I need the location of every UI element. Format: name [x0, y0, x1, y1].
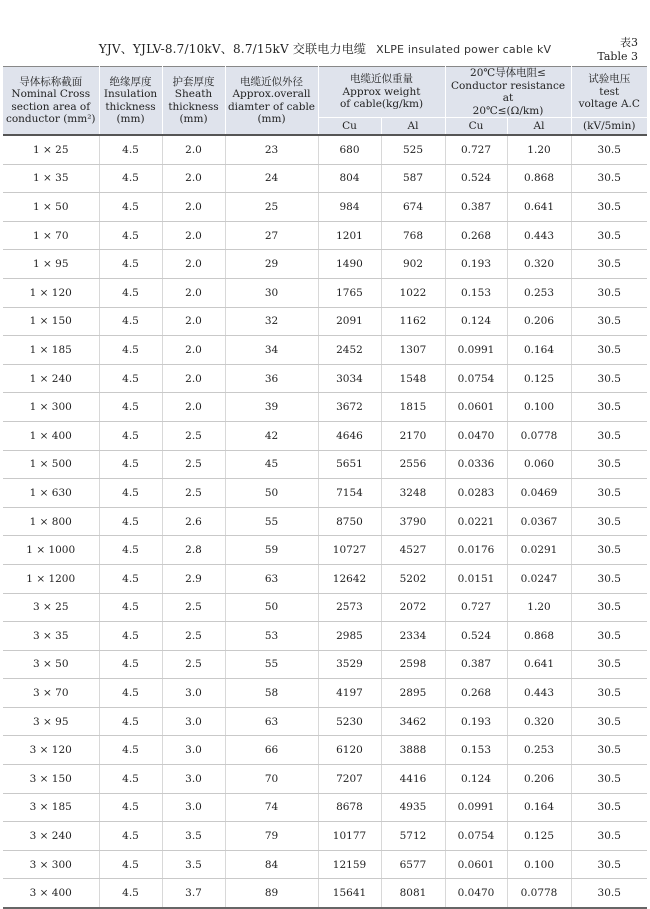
cell-resistance-al: 0.320: [507, 707, 571, 736]
table-row: [3, 793, 647, 822]
cell-diameter: 84: [225, 850, 318, 879]
cell-resistance-cu: 0.0221: [445, 507, 507, 536]
cell-resistance-al: 0.641: [507, 193, 571, 222]
cell-resistance-cu: 0.0601: [445, 850, 507, 879]
cell-insulation: 4.5: [99, 850, 162, 879]
cell-sheath: 3.0: [162, 707, 225, 736]
table-row: [3, 650, 647, 679]
cell-weight-cu: 7207: [318, 765, 381, 794]
cell-insulation: 4.5: [99, 135, 162, 164]
cell-weight-cu: 5230: [318, 707, 381, 736]
cell-weight-al: 587: [381, 164, 445, 193]
cell-size: 1 × 35: [3, 164, 99, 193]
cell-weight-cu: 10727: [318, 536, 381, 565]
cell-resistance-al: 0.206: [507, 765, 571, 794]
cell-weight-al: 2072: [381, 593, 445, 622]
table-row: [3, 622, 647, 651]
cell-weight-al: 6577: [381, 850, 445, 879]
header-voltage: 试验电压 test voltage A.C: [571, 67, 647, 118]
title-zh: YJV、YJLV-8.7/10kV、8.7/15kV 交联电力电缆: [98, 42, 367, 56]
cell-insulation: 4.5: [99, 822, 162, 851]
cell-sheath: 2.5: [162, 622, 225, 651]
cell-insulation: 4.5: [99, 307, 162, 336]
cell-insulation: 4.5: [99, 707, 162, 736]
cell-test-voltage: 30.5: [571, 193, 647, 222]
cell-diameter: 79: [225, 822, 318, 851]
cell-weight-cu: 2091: [318, 307, 381, 336]
cell-size: 3 × 300: [3, 850, 99, 879]
cell-resistance-al: 0.164: [507, 793, 571, 822]
cell-resistance-cu: 0.0991: [445, 793, 507, 822]
cell-size: 1 × 630: [3, 479, 99, 508]
cell-resistance-al: 0.253: [507, 278, 571, 307]
cell-insulation: 4.5: [99, 250, 162, 279]
cell-weight-al: 525: [381, 135, 445, 164]
cell-size: 3 × 35: [3, 622, 99, 651]
cell-diameter: 59: [225, 536, 318, 565]
cell-resistance-cu: 0.193: [445, 250, 507, 279]
cell-test-voltage: 30.5: [571, 593, 647, 622]
table-row: [3, 707, 647, 736]
cell-size: 1 × 25: [3, 135, 99, 164]
cell-resistance-cu: 0.268: [445, 221, 507, 250]
cell-weight-cu: 1490: [318, 250, 381, 279]
cell-size: 1 × 400: [3, 421, 99, 450]
table-row: [3, 507, 647, 536]
table-row: [3, 564, 647, 593]
cell-resistance-al: 0.320: [507, 250, 571, 279]
cell-insulation: 4.5: [99, 278, 162, 307]
cell-weight-cu: 680: [318, 135, 381, 164]
cell-weight-cu: 10177: [318, 822, 381, 851]
cell-sheath: 3.0: [162, 679, 225, 708]
table-row: [3, 336, 647, 365]
cell-resistance-al: 0.868: [507, 622, 571, 651]
cell-diameter: 27: [225, 221, 318, 250]
header-diameter: 电缆近似外径 Approx.overall diamter of cable (mm): [225, 67, 318, 136]
cell-test-voltage: 30.5: [571, 450, 647, 479]
header-resistance-al: Al: [507, 118, 571, 136]
cell-insulation: 4.5: [99, 564, 162, 593]
header-size: 导体标称截面 Nominal Cross section area of conductor (mm²): [3, 67, 99, 136]
cell-test-voltage: 30.5: [571, 622, 647, 651]
cell-weight-al: 1548: [381, 364, 445, 393]
header-weight: 电缆近似重量 Approx weight of cable(kg/km): [318, 67, 445, 118]
cell-insulation: 4.5: [99, 221, 162, 250]
header-insulation: 绝缘厚度 Insulation thickness (mm): [99, 67, 162, 136]
table-body: [3, 135, 647, 908]
cell-weight-cu: 2985: [318, 622, 381, 651]
cell-weight-al: 902: [381, 250, 445, 279]
cell-diameter: 55: [225, 507, 318, 536]
cell-weight-cu: 2573: [318, 593, 381, 622]
title-en: XLPE insulated power cable kV: [376, 43, 552, 56]
cell-diameter: 63: [225, 707, 318, 736]
cell-resistance-cu: 0.153: [445, 278, 507, 307]
cell-test-voltage: 30.5: [571, 536, 647, 565]
cell-sheath: 2.0: [162, 393, 225, 422]
cell-weight-al: 2334: [381, 622, 445, 651]
cell-insulation: 4.5: [99, 479, 162, 508]
table-row: [3, 879, 647, 908]
cell-sheath: 2.0: [162, 336, 225, 365]
cell-resistance-al: 1.20: [507, 593, 571, 622]
cell-sheath: 2.0: [162, 278, 225, 307]
table-row: [3, 193, 647, 222]
cell-diameter: 70: [225, 765, 318, 794]
cell-weight-al: 1162: [381, 307, 445, 336]
cell-test-voltage: 30.5: [571, 164, 647, 193]
cell-resistance-al: 0.100: [507, 393, 571, 422]
cell-weight-cu: 7154: [318, 479, 381, 508]
cell-resistance-cu: 0.124: [445, 765, 507, 794]
cell-test-voltage: 30.5: [571, 879, 647, 908]
table-label-zh: 表3: [620, 36, 638, 49]
cell-diameter: 24: [225, 164, 318, 193]
cell-resistance-cu: 0.0336: [445, 450, 507, 479]
cell-size: 3 × 185: [3, 793, 99, 822]
cell-test-voltage: 30.5: [571, 479, 647, 508]
cell-size: 1 × 150: [3, 307, 99, 336]
cell-sheath: 2.0: [162, 221, 225, 250]
cell-test-voltage: 30.5: [571, 793, 647, 822]
cell-weight-al: 3462: [381, 707, 445, 736]
cell-insulation: 4.5: [99, 193, 162, 222]
cell-resistance-cu: 0.524: [445, 622, 507, 651]
table-row: [3, 250, 647, 279]
cell-resistance-cu: 0.0470: [445, 421, 507, 450]
cell-sheath: 2.0: [162, 250, 225, 279]
cell-resistance-al: 0.0291: [507, 536, 571, 565]
cell-size: 1 × 240: [3, 364, 99, 393]
cell-resistance-al: 0.125: [507, 364, 571, 393]
cell-size: 1 × 300: [3, 393, 99, 422]
cell-sheath: 2.0: [162, 364, 225, 393]
cell-size: 1 × 95: [3, 250, 99, 279]
cell-resistance-cu: 0.387: [445, 650, 507, 679]
cell-resistance-al: 0.100: [507, 850, 571, 879]
cell-sheath: 2.5: [162, 421, 225, 450]
table-row: [3, 307, 647, 336]
cell-weight-al: 8081: [381, 879, 445, 908]
cell-insulation: 4.5: [99, 507, 162, 536]
cell-diameter: 25: [225, 193, 318, 222]
cell-diameter: 45: [225, 450, 318, 479]
table-row: [3, 479, 647, 508]
cell-size: 3 × 25: [3, 593, 99, 622]
cell-weight-cu: 6120: [318, 736, 381, 765]
cell-weight-al: 5712: [381, 822, 445, 851]
cell-weight-al: 674: [381, 193, 445, 222]
cell-resistance-al: 0.443: [507, 679, 571, 708]
cell-weight-cu: 4646: [318, 421, 381, 450]
cell-weight-al: 2556: [381, 450, 445, 479]
cell-diameter: 34: [225, 336, 318, 365]
table-row: [3, 850, 647, 879]
cell-sheath: 2.0: [162, 193, 225, 222]
cell-resistance-al: 0.206: [507, 307, 571, 336]
cell-sheath: 2.8: [162, 536, 225, 565]
cell-weight-al: 1022: [381, 278, 445, 307]
cell-weight-cu: 1201: [318, 221, 381, 250]
table-row: [3, 822, 647, 851]
cell-diameter: 30: [225, 278, 318, 307]
cell-insulation: 4.5: [99, 336, 162, 365]
cell-diameter: 55: [225, 650, 318, 679]
cell-test-voltage: 30.5: [571, 336, 647, 365]
cell-resistance-al: 0.0247: [507, 564, 571, 593]
cell-sheath: 3.0: [162, 793, 225, 822]
cell-test-voltage: 30.5: [571, 822, 647, 851]
cell-resistance-al: 0.0367: [507, 507, 571, 536]
cell-sheath: 2.9: [162, 564, 225, 593]
cell-size: 1 × 185: [3, 336, 99, 365]
cell-insulation: 4.5: [99, 650, 162, 679]
cell-resistance-cu: 0.124: [445, 307, 507, 336]
cell-resistance-cu: 0.268: [445, 679, 507, 708]
cell-weight-cu: 1765: [318, 278, 381, 307]
cell-resistance-cu: 0.0991: [445, 336, 507, 365]
cell-weight-al: 2170: [381, 421, 445, 450]
table-row: [3, 536, 647, 565]
table-header: [3, 67, 647, 136]
cell-size: 3 × 150: [3, 765, 99, 794]
cell-test-voltage: 30.5: [571, 421, 647, 450]
cell-insulation: 4.5: [99, 421, 162, 450]
cell-diameter: 42: [225, 421, 318, 450]
cell-weight-al: 4416: [381, 765, 445, 794]
cell-resistance-cu: 0.0283: [445, 479, 507, 508]
cell-size: 3 × 120: [3, 736, 99, 765]
cell-weight-al: 3248: [381, 479, 445, 508]
cell-size: 3 × 400: [3, 879, 99, 908]
cell-diameter: 74: [225, 793, 318, 822]
cell-test-voltage: 30.5: [571, 507, 647, 536]
cell-insulation: 4.5: [99, 536, 162, 565]
cell-sheath: 2.0: [162, 164, 225, 193]
cell-test-voltage: 30.5: [571, 250, 647, 279]
cell-resistance-al: 0.060: [507, 450, 571, 479]
cell-weight-al: 5202: [381, 564, 445, 593]
cell-size: 3 × 95: [3, 707, 99, 736]
cell-diameter: 29: [225, 250, 318, 279]
cell-test-voltage: 30.5: [571, 364, 647, 393]
cell-test-voltage: 30.5: [571, 278, 647, 307]
cell-size: 1 × 120: [3, 278, 99, 307]
cell-test-voltage: 30.5: [571, 135, 647, 164]
cell-test-voltage: 30.5: [571, 707, 647, 736]
cell-test-voltage: 30.5: [571, 564, 647, 593]
cell-diameter: 23: [225, 135, 318, 164]
cell-resistance-cu: 0.524: [445, 164, 507, 193]
cell-test-voltage: 30.5: [571, 765, 647, 794]
page-title: [0, 40, 650, 57]
cell-sheath: 2.5: [162, 650, 225, 679]
table-row: [3, 164, 647, 193]
cell-diameter: 58: [225, 679, 318, 708]
cell-insulation: 4.5: [99, 593, 162, 622]
cell-diameter: 66: [225, 736, 318, 765]
cell-weight-al: 768: [381, 221, 445, 250]
cell-resistance-al: 0.164: [507, 336, 571, 365]
cell-weight-cu: 3672: [318, 393, 381, 422]
cell-resistance-al: 0.0469: [507, 479, 571, 508]
cell-size: 1 × 70: [3, 221, 99, 250]
table-label-en: Table 3: [597, 50, 638, 63]
table-row: [3, 679, 647, 708]
cell-weight-cu: 4197: [318, 679, 381, 708]
cell-resistance-al: 0.868: [507, 164, 571, 193]
cell-resistance-cu: 0.153: [445, 736, 507, 765]
table-row: [3, 593, 647, 622]
cell-resistance-al: 0.0778: [507, 421, 571, 450]
header-weight-al: Al: [381, 118, 445, 136]
cell-insulation: 4.5: [99, 879, 162, 908]
cell-insulation: 4.5: [99, 622, 162, 651]
cell-sheath: 3.7: [162, 879, 225, 908]
cell-insulation: 4.5: [99, 364, 162, 393]
cable-spec-table: [3, 66, 647, 909]
cell-resistance-cu: 0.193: [445, 707, 507, 736]
cell-weight-cu: 5651: [318, 450, 381, 479]
cell-sheath: 2.0: [162, 135, 225, 164]
cell-size: 1 × 800: [3, 507, 99, 536]
header-resistance-cu: Cu: [445, 118, 507, 136]
cell-size: 1 × 500: [3, 450, 99, 479]
cell-size: 1 × 50: [3, 193, 99, 222]
cell-insulation: 4.5: [99, 679, 162, 708]
cell-size: 3 × 240: [3, 822, 99, 851]
cell-resistance-cu: 0.0470: [445, 879, 507, 908]
cell-weight-cu: 3529: [318, 650, 381, 679]
cell-insulation: 4.5: [99, 450, 162, 479]
cell-size: 1 × 1200: [3, 564, 99, 593]
cell-insulation: 4.5: [99, 765, 162, 794]
cell-weight-cu: 12642: [318, 564, 381, 593]
cell-test-voltage: 30.5: [571, 393, 647, 422]
cell-diameter: 63: [225, 564, 318, 593]
cell-diameter: 53: [225, 622, 318, 651]
cell-resistance-al: 0.641: [507, 650, 571, 679]
cell-sheath: 2.0: [162, 307, 225, 336]
cell-resistance-cu: 0.0754: [445, 822, 507, 851]
table-row: [3, 765, 647, 794]
table-row: [3, 393, 647, 422]
cell-test-voltage: 30.5: [571, 650, 647, 679]
cell-weight-al: 1307: [381, 336, 445, 365]
cell-resistance-al: 0.125: [507, 822, 571, 851]
table-row: [3, 450, 647, 479]
cell-size: 1 × 1000: [3, 536, 99, 565]
cell-weight-cu: 2452: [318, 336, 381, 365]
cell-resistance-cu: 0.387: [445, 193, 507, 222]
table-row: [3, 736, 647, 765]
cell-resistance-cu: 0.0151: [445, 564, 507, 593]
cell-sheath: 3.0: [162, 765, 225, 794]
cell-size: 3 × 50: [3, 650, 99, 679]
cell-weight-cu: 984: [318, 193, 381, 222]
cell-weight-al: 2598: [381, 650, 445, 679]
cell-weight-cu: 804: [318, 164, 381, 193]
cell-weight-cu: 15641: [318, 879, 381, 908]
cell-sheath: 2.5: [162, 450, 225, 479]
cell-diameter: 50: [225, 479, 318, 508]
cell-weight-cu: 8678: [318, 793, 381, 822]
cell-test-voltage: 30.5: [571, 850, 647, 879]
cell-resistance-al: 0.0778: [507, 879, 571, 908]
header-voltage-unit: (kV/5min): [571, 118, 647, 136]
cell-sheath: 3.5: [162, 850, 225, 879]
cell-weight-al: 1815: [381, 393, 445, 422]
header-resistance: 20℃导体电阻≤ Conductor resistance at 20℃≤(Ω/km): [445, 67, 571, 118]
cell-weight-cu: 3034: [318, 364, 381, 393]
cell-weight-cu: 12159: [318, 850, 381, 879]
cell-insulation: 4.5: [99, 793, 162, 822]
cell-resistance-cu: 0.0176: [445, 536, 507, 565]
cell-diameter: 36: [225, 364, 318, 393]
cell-size: 3 × 70: [3, 679, 99, 708]
cell-resistance-cu: 0.0601: [445, 393, 507, 422]
cell-diameter: 89: [225, 879, 318, 908]
cell-resistance-al: 0.253: [507, 736, 571, 765]
cell-weight-al: 4527: [381, 536, 445, 565]
table-row: [3, 221, 647, 250]
cell-diameter: 39: [225, 393, 318, 422]
cell-insulation: 4.5: [99, 393, 162, 422]
cell-sheath: 3.5: [162, 822, 225, 851]
table-row: [3, 364, 647, 393]
table-label: [597, 36, 638, 64]
cell-sheath: 2.5: [162, 593, 225, 622]
header-sheath: 护套厚度 Sheath thickness (mm): [162, 67, 225, 136]
cell-weight-al: 2895: [381, 679, 445, 708]
header-weight-cu: Cu: [318, 118, 381, 136]
cell-resistance-cu: 0.0754: [445, 364, 507, 393]
cell-weight-al: 3888: [381, 736, 445, 765]
cell-test-voltage: 30.5: [571, 736, 647, 765]
cell-resistance-al: 1.20: [507, 135, 571, 164]
cell-resistance-al: 0.443: [507, 221, 571, 250]
cell-test-voltage: 30.5: [571, 679, 647, 708]
cell-weight-al: 3790: [381, 507, 445, 536]
cell-resistance-cu: 0.727: [445, 135, 507, 164]
table-row: [3, 421, 647, 450]
cell-sheath: 2.5: [162, 479, 225, 508]
cell-weight-cu: 8750: [318, 507, 381, 536]
cell-test-voltage: 30.5: [571, 307, 647, 336]
cell-diameter: 50: [225, 593, 318, 622]
cell-insulation: 4.5: [99, 736, 162, 765]
cell-insulation: 4.5: [99, 164, 162, 193]
cell-sheath: 3.0: [162, 736, 225, 765]
cell-sheath: 2.6: [162, 507, 225, 536]
table-row: [3, 135, 647, 164]
cell-diameter: 32: [225, 307, 318, 336]
cell-test-voltage: 30.5: [571, 221, 647, 250]
table-row: [3, 278, 647, 307]
cell-weight-al: 4935: [381, 793, 445, 822]
cell-resistance-cu: 0.727: [445, 593, 507, 622]
